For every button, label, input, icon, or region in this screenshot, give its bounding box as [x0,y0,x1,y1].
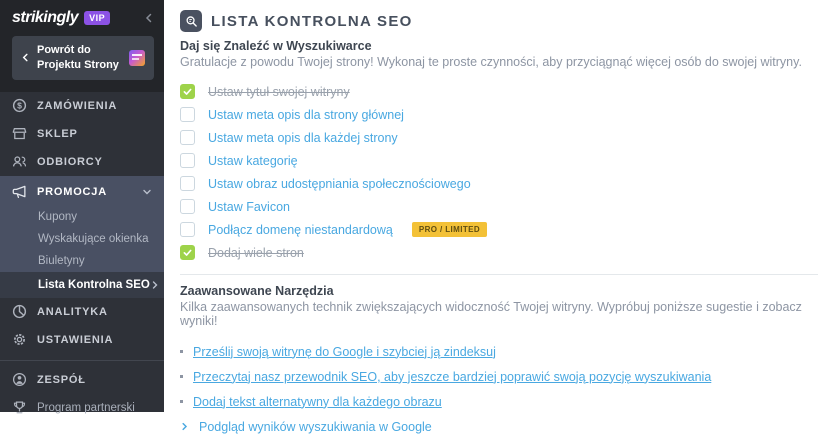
sidebar-item-label: USTAWIENIA [37,333,114,346]
sidebar-item-label: PROMOCJA [37,185,107,198]
logo-row [12,9,154,27]
checklist-item-link[interactable]: Ustaw Favicon [208,199,290,214]
checklist-item [180,172,818,195]
team-icon [12,372,27,387]
search-preview-row [180,414,818,439]
strikingly-logo: strikingly [12,9,79,26]
google-preview-link[interactable]: Podgląd wyników wyszukiwania w Google [199,419,432,434]
checklist-item [180,149,818,172]
alt-text-link[interactable]: Dodaj tekst alternatywny dla każdego obrazu [193,394,442,409]
chevron-right-icon [180,422,189,431]
chevron-right-icon [150,280,160,290]
checklist-item [180,218,818,241]
advanced-tools-list [180,339,818,439]
pro-limited-badge: PRO / LIMITED [412,222,487,237]
bullet-icon [180,375,183,378]
checkbox-unchecked[interactable] [180,176,195,191]
section-description: Gratulacje z powodu Twojej strony! Wykonaj te proste czynności, aby przyciągnąć więcej osób do swojej witryny. [180,55,802,69]
section-description: Kilka zaawansowanych technik zwiększających widoczność Twojej witryny. Wypróbuj poniższe sugestie i zobacz wyniki! [180,300,802,328]
svg-text:$: $ [17,100,22,111]
promocja-group [0,176,164,298]
seo-guide-link[interactable]: Przeczytaj nasz przewodnik SEO, aby jeszcze bardziej poprawić swoją pozycję wyszukiwania [193,369,712,384]
sidebar-item-label: ODBIORCY [37,155,103,168]
collapse-sidebar-icon[interactable] [144,13,154,23]
sidebar-item-zespol[interactable] [0,366,164,394]
checklist-item [180,195,818,218]
checkbox-unchecked[interactable] [180,130,195,145]
checklist-item-link[interactable]: Podłącz domenę niestandardową [208,222,393,237]
checkbox-checked[interactable] [180,245,195,260]
sidebar-item-label: ZESPÓŁ [37,373,86,386]
section-heading: Daj się Znaleźć w Wyszukiwarce [180,39,372,53]
store-icon [12,126,27,141]
checklist-item-label[interactable]: Dodaj wiele stron [208,245,304,260]
sidebar-subitem-label: Biuletyny [38,254,85,267]
coin-icon [12,98,27,113]
vip-badge: VIP [84,11,110,25]
submit-to-google-link[interactable]: Prześlij swoją witrynę do Google i szybciej ją zindeksuj [193,344,496,359]
bullet-icon [180,350,183,353]
back-button-label: Powrót do Projektu Strony [37,44,119,71]
site-thumbnail [129,50,145,66]
bullet-icon [180,400,183,403]
sidebar-item-promocja[interactable] [0,178,164,206]
chevron-down-icon [142,187,152,197]
advanced-tool-item [180,339,818,364]
sidebar-item-lista-kontrolna-seo[interactable] [0,272,164,298]
sidebar-divider [0,360,164,361]
sidebar-item-biuletyny[interactable] [0,250,164,272]
main-content [164,0,834,434]
sidebar-subitem-label: Wyskakujące okienka [38,232,149,245]
megaphone-icon [12,184,27,199]
sidebar-item-label: ZAMÓWIENIA [37,99,118,112]
checklist-item-link[interactable]: Ustaw obraz udostępniania społecznościowego [208,176,471,191]
checkbox-unchecked[interactable] [180,199,195,214]
checklist-item [180,126,818,149]
advanced-tool-item [180,364,818,389]
back-to-site-editor-button[interactable] [12,36,154,80]
checkbox-checked[interactable] [180,84,195,99]
search-icon [180,10,202,32]
checklist-item [180,103,818,126]
sidebar-item-zamowienia[interactable] [0,92,164,120]
checkbox-unchecked[interactable] [180,107,195,122]
sidebar-nav [0,92,164,422]
sidebar-subitem-label: Kupony [38,210,78,223]
sidebar-item-odbiorcy[interactable] [0,148,164,176]
sidebar-item-label: Program partnerski [37,401,135,414]
seo-checklist [180,80,818,264]
sidebar-item-label: ANALITYKA [37,305,108,318]
sidebar-item-label: SKLEP [37,127,78,140]
sidebar-header [0,0,164,92]
advanced-tool-item [180,389,818,414]
gear-icon [12,332,27,347]
checklist-item-link[interactable]: Ustaw meta opis dla każdej strony [208,130,398,145]
checkbox-unchecked[interactable] [180,153,195,168]
trophy-icon [12,400,27,415]
sidebar-item-sklep[interactable] [0,120,164,148]
checklist-item-link[interactable]: Ustaw kategorię [208,153,298,168]
pie-chart-icon [12,304,27,319]
sidebar [0,0,164,412]
sidebar-item-kupony[interactable] [0,206,164,228]
sidebar-item-program-partnerski[interactable] [0,394,164,422]
sidebar-subitem-label: Lista Kontrolna SEO [38,278,150,291]
people-icon [12,154,27,169]
sidebar-item-ustawienia[interactable] [0,326,164,354]
checkbox-unchecked[interactable] [180,222,195,237]
checklist-item [180,80,818,103]
page-header [180,10,818,32]
chevron-left-icon [21,53,30,62]
section-heading: Zaawansowane Narzędzia [180,284,334,298]
checklist-item-label[interactable]: Ustaw tytuł swojej witryny [208,84,350,99]
sidebar-item-wyskakujace-okienka[interactable] [0,228,164,250]
checklist-item [180,241,818,264]
checklist-item-link[interactable]: Ustaw meta opis dla strony głównej [208,107,404,122]
sidebar-item-analityka[interactable] [0,298,164,326]
content-divider [180,274,818,275]
page-title: LISTA KONTROLNA SEO [211,12,413,30]
